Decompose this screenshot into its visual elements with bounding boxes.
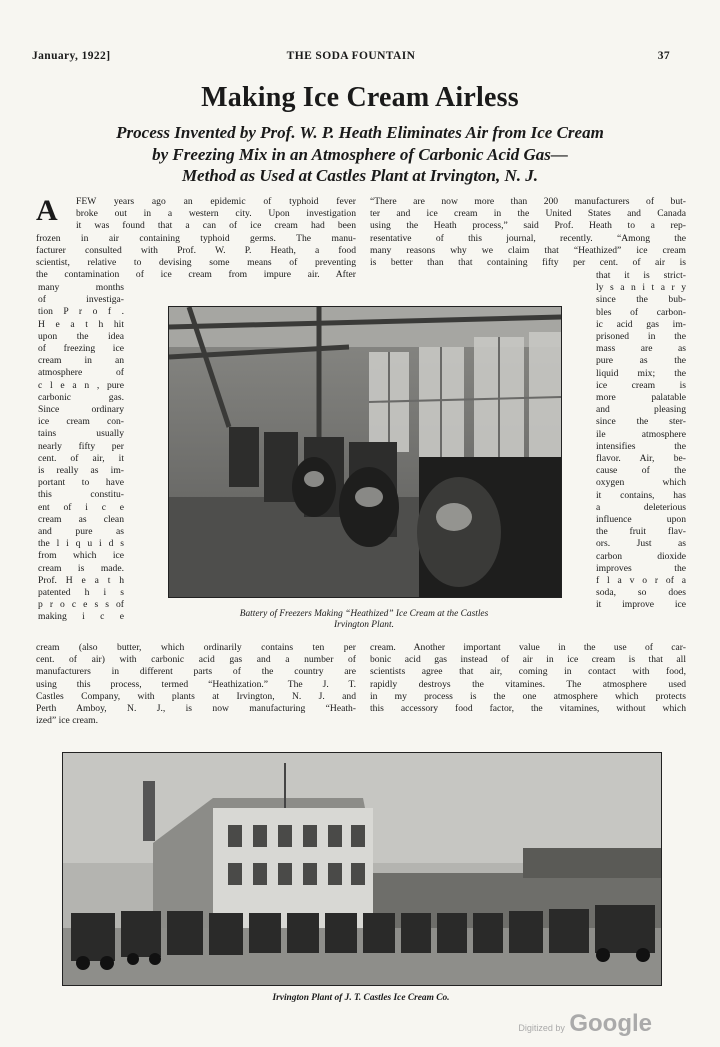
- text-line: intensifies the: [596, 440, 686, 452]
- text-line: soda, so does: [596, 587, 686, 599]
- text-line: prisoned in the: [596, 331, 686, 343]
- text-line: nearly fifty per: [38, 440, 124, 452]
- page-number: 37: [657, 50, 670, 62]
- text-line: “There are now more than 200 manufacturers of but-: [370, 196, 686, 207]
- article-subtitle: [40, 122, 680, 187]
- subtitle-line: Method as Used at Castles Plant at Irvington, N. J.: [181, 166, 539, 185]
- text-line: ter and ice cream in the United States and Canada: [370, 208, 686, 220]
- subtitle-line: by Freezing Mix in an Atmosphere of Carbonic Acid Gas—: [152, 144, 568, 164]
- text-line: since the bub-: [596, 294, 686, 306]
- plant-photo-caption: Irvington Plant of J. T. Castles Ice Cream Co.: [272, 993, 450, 1003]
- text-line: bles of carbon-: [596, 306, 686, 318]
- text-line: Prof. H e a t h: [38, 574, 124, 586]
- text-line: tion P r o f .: [38, 306, 124, 318]
- left-narrow-column: [38, 282, 124, 624]
- text-line: it contains, has: [596, 489, 686, 501]
- text-line: c l e a n , pure: [38, 379, 124, 391]
- google-logo-text: Google: [569, 1010, 652, 1037]
- subtitle-line: Process Invented by Prof. W. P. Heath Eliminates Air from Ice Cream: [116, 123, 604, 142]
- text-line: bonic acid gas instead of air in ice cream is that all: [370, 654, 686, 666]
- text-line: cream in an: [38, 355, 124, 367]
- text-line: the fruit flav-: [596, 526, 686, 538]
- text-line: and pure as: [38, 526, 124, 538]
- text-line: manufacturers in different parts of the country are: [36, 666, 356, 678]
- text-line: many months: [38, 282, 124, 293]
- text-line: from which ice: [38, 550, 124, 562]
- text-line: and pleasing: [596, 404, 686, 416]
- text-line: FEW years ago an epidemic of typhoid fever: [76, 196, 356, 207]
- text-line: pure as the: [596, 355, 686, 367]
- text-line: cause of the: [596, 465, 686, 477]
- text-line: since the ster-: [596, 416, 686, 428]
- text-line: broke out in a western city. Upon investigation: [76, 208, 356, 220]
- right-narrow-column: [596, 270, 686, 612]
- text-line: scientists agree that air, coming in contact with food,: [370, 666, 686, 678]
- text-line: cream (also butter, which ordinarily contains ten per: [36, 642, 356, 653]
- text-line: patented h i s: [38, 587, 124, 599]
- text-line: frozen in air containing typhoid germs. The manu-: [36, 232, 356, 244]
- text-line: mass are as: [596, 343, 686, 355]
- caption-line: Battery of Freezers Making “Heathized” Ice Cream at the Castles: [239, 609, 489, 619]
- freezers-photo-caption: [168, 609, 560, 631]
- text-line: scientist, relative to devising some means of preventing: [36, 257, 356, 269]
- text-line: cream as clean: [38, 513, 124, 525]
- right-column-top: [370, 196, 686, 269]
- drop-cap: A: [36, 194, 58, 227]
- text-line: H e a t h hit: [38, 318, 124, 330]
- freezers-photo: [168, 306, 562, 598]
- text-line: influence upon: [596, 514, 686, 526]
- running-head-date: January, 1922]: [32, 50, 111, 62]
- text-line: ice cream con-: [38, 416, 124, 428]
- text-line: using the Heath process,” said Prof. Heath to a rep-: [370, 220, 686, 232]
- text-line: of investiga-: [38, 294, 124, 306]
- freezers-photo-drawing: [169, 307, 561, 597]
- text-line: a deleterious: [596, 501, 686, 513]
- text-line: carbonic gas.: [38, 391, 124, 403]
- plant-photo: [62, 752, 662, 986]
- text-line: more palatable: [596, 392, 686, 404]
- text-line: cent. of air, it: [38, 452, 124, 464]
- digitized-watermark: [518, 1010, 652, 1038]
- text-line: is really as im-: [38, 465, 124, 477]
- text-line: in my process is the one atmosphere which protects: [370, 690, 686, 702]
- text-line: ors. Just as: [596, 538, 686, 550]
- text-line: rapidly destroys the vitamines. The atmosphere used: [370, 678, 686, 690]
- running-head: [32, 50, 670, 66]
- caption-line: Irvington Plant.: [334, 620, 394, 630]
- text-line: cream is made.: [38, 562, 124, 574]
- plant-photo-drawing: [63, 753, 661, 985]
- text-line: Since ordinary: [38, 404, 124, 416]
- text-line: oxygen which: [596, 477, 686, 489]
- text-line: it was found that a can of ice cream had been: [76, 220, 356, 232]
- text-line: this accessory food factor, the vitamines, without which: [370, 703, 686, 715]
- text-line: ized” ice cream.: [36, 715, 99, 727]
- text-line: using this process, termed “Heathization.” The J. T.: [36, 678, 356, 690]
- text-line: upon the idea: [38, 330, 124, 342]
- text-line: facturer consulted with Prof. W. P. Heath, a food: [36, 244, 356, 256]
- text-line: p r o c e s s of: [38, 599, 124, 611]
- text-line: flavor. Air, be-: [596, 453, 686, 465]
- text-line: tains usually: [38, 428, 124, 440]
- left-column-top: [36, 196, 356, 281]
- text-line: ent of i c e: [38, 501, 124, 513]
- text-line: that it is strict-: [596, 270, 686, 281]
- text-line: of freezing ice: [38, 343, 124, 355]
- text-line: making i c e: [38, 611, 124, 623]
- text-line: carbon dioxide: [596, 550, 686, 562]
- text-line: Castles Company, with plants at Irvington, N. J. and: [36, 690, 356, 702]
- text-line: ly s a n i t a r y: [596, 282, 686, 294]
- watermark-prefix: Digitized by: [518, 1023, 565, 1033]
- text-line: ic acid gas im-: [596, 318, 686, 330]
- text-line: liquid mix; the: [596, 367, 686, 379]
- text-line: the contamination of ice cream from impure air. After: [36, 269, 356, 281]
- text-line: f l a v o r of a: [596, 575, 686, 587]
- text-line: many reasons why we claim that “Heathized” ice cream: [370, 244, 686, 256]
- left-column-bottom: [36, 642, 356, 727]
- running-head-journal: THE SODA FOUNTAIN: [286, 50, 416, 62]
- text-line: the l i q u i d s: [38, 538, 124, 550]
- right-column-bottom: [370, 642, 686, 715]
- text-line: is better than that containing fifty per cent. of air is: [370, 257, 686, 269]
- text-line: cent. of air) with carbonic acid gas and a number of: [36, 654, 356, 666]
- text-line: it improve ice: [596, 599, 686, 611]
- text-line: Perth Amboy, N. J., is now manufacturing “Heath-: [36, 703, 356, 715]
- article-title: Making Ice Cream Airless: [201, 82, 519, 113]
- text-line: ile atmosphere: [596, 428, 686, 440]
- text-line: cream. Another important value in the use of car-: [370, 642, 686, 653]
- text-line: ice cream is: [596, 379, 686, 391]
- text-line: this constitu-: [38, 489, 124, 501]
- text-line: atmosphere of: [38, 367, 124, 379]
- text-line: portant to have: [38, 477, 124, 489]
- text-line: improves the: [596, 562, 686, 574]
- text-line: resentative of this journal, recently. “Among the: [370, 232, 686, 244]
